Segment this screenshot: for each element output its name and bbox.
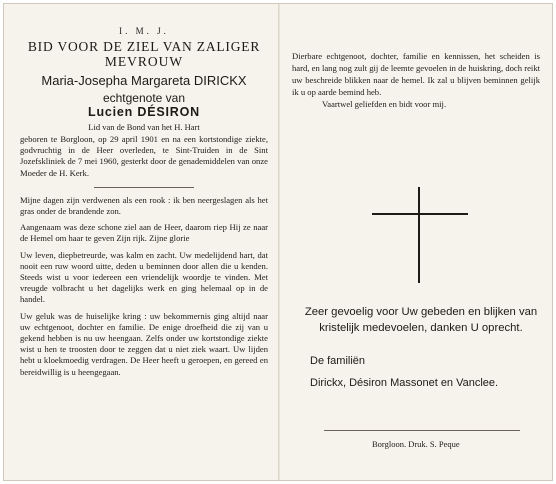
spouse-of-label: echtgenote van xyxy=(102,91,186,105)
stanza-4: Uw geluk was de huiselijke kring : uw bekommernis ging altijd naar uw echtgenoot, dochter en familie. De enige droefheid die zij van u gekend hebben is nu uw heengaan. Zelfs onder uw kortstondige ziekte wist u hen te troosten door te zeggen dat u niet ziek waart. Uw lijden hebt u kloekmoedig verdragen. De Heer heeft u geroepen, en gereed en bereidwillig is u heengegaan. xyxy=(20,310,268,377)
heading-line-2: MEVROUW xyxy=(104,54,184,69)
biography: geboren te Borgloon, op 29 april 1901 en na een kortstondige ziekte, godvruchtig in de Heer overleden, te Sint-Truiden in de Sint Jozefskliniek de 7 mei 1960, gesterkt door de genademiddelen van onze Moeder de H. Kerk. xyxy=(20,134,268,178)
families-list: Dirickx, Désiron Massonet en Vanclee. xyxy=(310,377,499,389)
cross-icon xyxy=(372,187,468,283)
stanza-3: Uw leven, diepbetreurde, was kalm en zacht. Uw medelijdend hart, dat nooit een ruw woord uitte, deden u beminnen door allen die u kenden. Steeds wist u voor iedereen een vriendelijk woordje te vinden. Met vreugde volbracht u het dagelijks werk en ging helemaal op in de handel. xyxy=(20,249,268,305)
divider xyxy=(94,187,194,188)
initials: I. M. J. xyxy=(119,26,169,36)
membership: Lid van de Bond van het H. Hart xyxy=(88,122,200,132)
farewell-text: Dierbare echtgenoot, dochter, familie en kennissen, het scheiden is hard, en lang nog zult gij de leemte gevoelen in de huiskring, doch reikt uw beschreide blikken naar de hemel. Ik zal u blijven beminnen gelijk ik u op aarde bemind heb. xyxy=(292,51,540,97)
memorial-card xyxy=(3,3,553,481)
spouse-name: Lucien DÉSIRON xyxy=(88,105,200,119)
left-panel xyxy=(4,4,278,480)
heading-line-1: BID VOOR DE ZIEL VAN ZALIGER xyxy=(27,39,261,54)
thanks-text: Zeer gevoelig voor Uw gebeden en blijken van kristelijk medevoelen, danken U oprecht. xyxy=(304,306,538,334)
printer-credit: Borgloon. Druk. S. Peque xyxy=(372,439,460,449)
right-panel xyxy=(280,4,554,480)
families-title: De familiën xyxy=(310,355,366,367)
stanza-2: Aangenaam was deze schone ziel aan de Heer, daarom riep Hij ze naar de Hemel om haar te geven Zijn rijk. Zijne glorie xyxy=(20,222,268,244)
stanza-1: Mijne dagen zijn verdwenen als een rook : ik ben neergeslagen als het gras onder de brandende zon. xyxy=(20,194,268,217)
farewell-last-line: Vaartwel geliefden en bidt voor mij. xyxy=(322,99,447,109)
footer-divider xyxy=(324,430,520,431)
deceased-name: Maria-Josepha Margareta DIRICKX xyxy=(41,73,247,88)
